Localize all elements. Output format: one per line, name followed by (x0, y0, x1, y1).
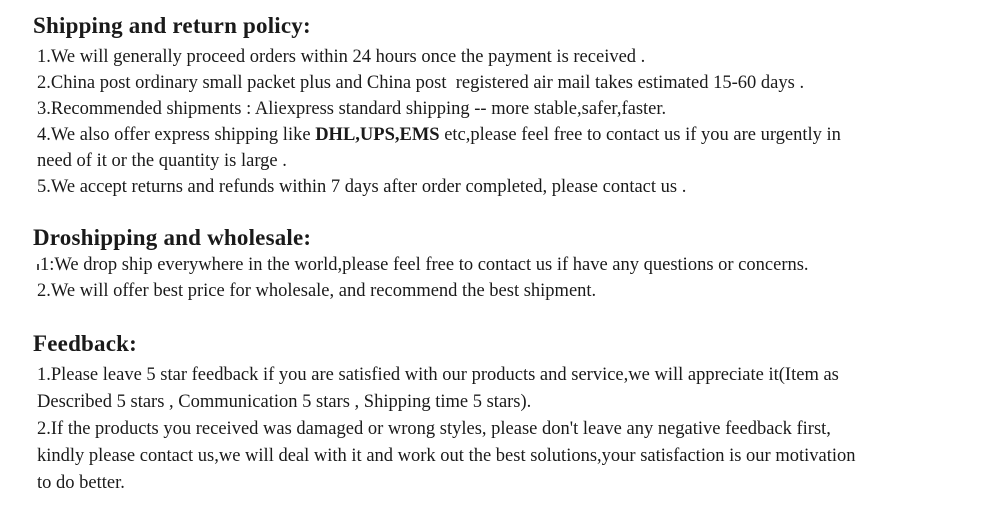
shipping-policy-line-4 (37, 122, 972, 148)
dropshipping-list (33, 252, 972, 304)
shipping-policy-heading: Shipping and return policy: (33, 13, 311, 38)
shipping-policy-list (33, 44, 972, 200)
shipping-policy-line-4-couriers: DHL,UPS,EMS (315, 125, 440, 145)
shipping-policy-line-4-suffix: etc,please feel free to contact us if you are urgently in (439, 125, 841, 145)
feedback-list (33, 362, 972, 497)
dropshipping-heading: Droshipping and wholesale: (33, 225, 312, 250)
dropshipping-line-1-text: 1:We drop ship everywhere in the world,please feel free to contact us if have any questions or concerns. (40, 255, 809, 275)
feedback-line-2-wrap-b: to do better. (37, 473, 125, 493)
shipping-policy-line-1: 1.We will generally proceed orders within 24 hours once the payment is received . (37, 47, 646, 67)
dropshipping-line-1 (37, 252, 972, 278)
shipping-policy-line-4-wrap: need of it or the quantity is large . (37, 151, 287, 171)
feedback-heading: Feedback: (33, 331, 138, 356)
dropshipping-line-2: 2.We will offer best price for wholesale, and recommend the best shipment. (37, 281, 597, 301)
section-shipping-policy (33, 12, 972, 200)
feedback-line-1: 1.Please leave 5 star feedback if you are satisfied with our products and service,we will appreciate it(Item as (37, 365, 839, 385)
section-dropshipping-wholesale (33, 224, 972, 304)
section-feedback (33, 330, 972, 497)
feedback-line-2: 2.If the products you received was damaged or wrong styles, please don't leave any negative feedback first, (37, 419, 831, 439)
shipping-policy-line-4-prefix: 4.We also offer express shipping like (37, 125, 316, 145)
stray-mark (37, 264, 39, 270)
shipping-policy-line-5: 5.We accept returns and refunds within 7 days after order completed, please contact us . (37, 177, 687, 197)
shipping-policy-line-3: 3.Recommended shipments : Aliexpress standard shipping -- more stable,safer,faster. (37, 99, 667, 119)
feedback-line-2-wrap-a: kindly please contact us,we will deal with it and work out the best solutions,your satisfaction is our motivation (37, 446, 856, 466)
shipping-policy-line-2: 2.China post ordinary small packet plus and China post registered air mail takes estimated 15-60 days . (37, 73, 805, 93)
feedback-line-1-wrap: Described 5 stars , Communication 5 stars , Shipping time 5 stars). (37, 392, 532, 412)
